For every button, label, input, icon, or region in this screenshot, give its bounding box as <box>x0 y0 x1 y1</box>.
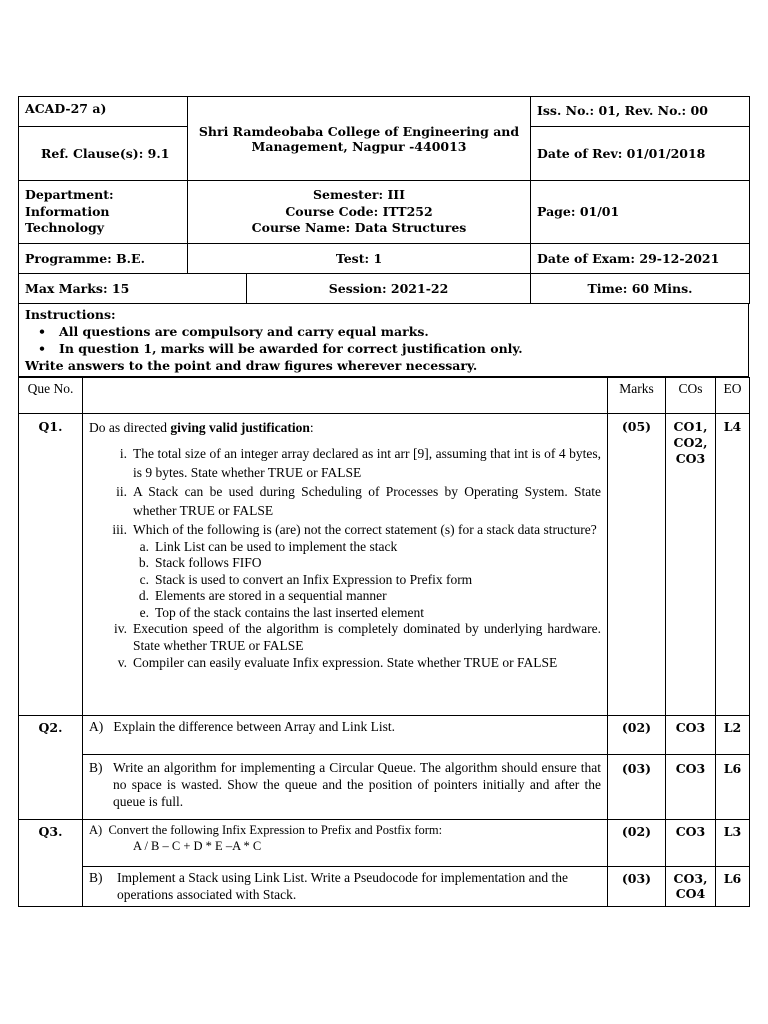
q3a-marks: (02) <box>608 819 666 866</box>
instructions <box>18 304 749 377</box>
q3a-body: A) Convert the following Infix Expression to Prefix and Postfix form: A / B – C + D * E –A * C <box>83 819 608 866</box>
q1-option-a: a. Link List can be used to implement the stack <box>139 538 398 554</box>
iss-rev: Iss. No.: 01, Rev. No.: 00 <box>531 97 750 127</box>
col-que-no: Que No. <box>19 377 83 413</box>
instruction-item: • All questions are compulsory and carry equal marks. <box>38 323 429 339</box>
q1-option-d: d. Elements are stored in a sequential manner <box>138 588 387 604</box>
q2b-eo: L6 <box>716 754 750 819</box>
col-marks: Marks <box>608 377 666 413</box>
q1-item-i: i. The total size of an integer array declared as int arr [9], assuming that int is of 4 bytes, is 9 bytes. State whether TRUE or FALSE <box>119 445 601 480</box>
exam-time: Time: 60 Mins. <box>531 273 750 303</box>
col-question <box>83 377 608 413</box>
q1-options <box>89 539 601 622</box>
college-name: Shri Ramdeobaba College of Engineering and Management, Nagpur -440013 <box>188 97 531 181</box>
q3b-marks: (03) <box>608 866 666 906</box>
programme: Programme: B.E. <box>19 243 188 273</box>
col-cos: COs <box>666 377 716 413</box>
q1-option-c: c. Stack is used to convert an Infix Expression to Prefix form <box>139 571 473 587</box>
q1-item-iv: iv. Execution speed of the algorithm is completely dominated by underlying hardware. State whether TRUE or FALSE <box>114 621 601 654</box>
test-number: Test: 1 <box>188 243 531 273</box>
questions-table <box>18 377 750 907</box>
department: Department: Information Technology <box>19 181 188 244</box>
course-name: Course Name: Data Structures <box>251 220 467 235</box>
header-table <box>18 96 750 304</box>
course-code: Course Code: ITT252 <box>285 203 433 219</box>
date-rev: Date of Rev: 01/01/2018 <box>531 127 750 181</box>
instructions-note: Write answers to the point and draw figures wherever necessary. <box>25 357 478 373</box>
q1-option-e: e. Top of the stack contains the last inserted element <box>139 604 424 620</box>
q1-item-iii: iii. Which of the following is (are) not the correct statement (s) for a stack data structure? <box>112 521 597 537</box>
q1-item-v: v. Compiler can easily evaluate Infix expression. State whether TRUE or FALSE <box>117 654 558 670</box>
q2a-eo: L2 <box>716 715 750 754</box>
q1-marks: (05) <box>608 413 666 715</box>
q1-item-ii: ii. A Stack can be used during Scheduling of Processes by Operating System. State whether TRUE or FALSE <box>116 483 601 518</box>
q1-cos: CO1, CO2, CO3 <box>666 413 716 715</box>
q3a-eo: L3 <box>716 819 750 866</box>
q1-intro: Do as directed giving valid justification: <box>89 419 314 435</box>
q1-eo: L4 <box>716 413 750 715</box>
q2-number: Q2. <box>19 715 83 819</box>
q3b-body: B) Implement a Stack using Link List. Write a Pseudocode for implementation and the operations associated with Stack. <box>83 866 608 906</box>
instructions-title: Instructions: <box>25 306 116 322</box>
q2a-body: A) Explain the difference between Array and Link List. <box>83 715 608 754</box>
session: Session: 2021-22 <box>247 273 531 303</box>
exam-paper <box>18 96 749 907</box>
q1-number: Q1. <box>19 413 83 715</box>
date-of-exam: Date of Exam: 29-12-2021 <box>531 243 750 273</box>
max-marks: Max Marks: 15 <box>19 273 247 303</box>
q3b-eo: L6 <box>716 866 750 906</box>
q3-number: Q3. <box>19 819 83 906</box>
q2b-cos: CO3 <box>666 754 716 819</box>
course-info <box>188 181 531 244</box>
q2b-marks: (03) <box>608 754 666 819</box>
q3b-cos: CO3, CO4 <box>666 866 716 906</box>
form-id: ACAD-27 a) <box>19 97 188 127</box>
q3a-expression: A / B – C + D * E –A * C <box>133 838 262 853</box>
q1-body <box>83 413 608 715</box>
col-eo: EO <box>716 377 750 413</box>
ref-clause: Ref. Clause(s): 9.1 <box>19 127 188 181</box>
q2a-cos: CO3 <box>666 715 716 754</box>
page-number: Page: 01/01 <box>531 181 750 244</box>
q3a-cos: CO3 <box>666 819 716 866</box>
instruction-item: • In question 1, marks will be awarded for correct justification only. <box>38 340 523 356</box>
q2a-marks: (02) <box>608 715 666 754</box>
q1-option-b: b. Stack follows FIFO <box>138 555 262 571</box>
q2b-body: B) Write an algorithm for implementing a Circular Queue. The algorithm should ensure that no space is wasted. Show the queue and the position of pointers initially and after the queue is full. <box>83 754 608 819</box>
semester: Semester: III <box>312 187 406 202</box>
